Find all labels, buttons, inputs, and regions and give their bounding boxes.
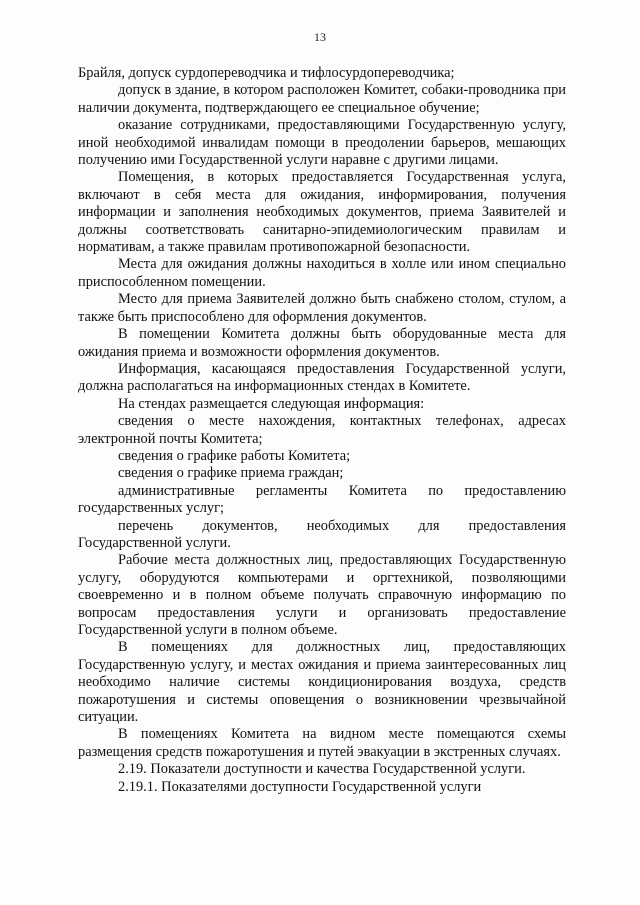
paragraph-15: Рабочие места должностных лиц, предоставляющих Государственную услугу, оборудуются компьютерами и оргтехникой, позволяющими своевременно и в полном объеме получать справочную информацию по вопросам предоставления услуги и организовать предоставление Государственной услуги в полном объеме. bbox=[78, 552, 566, 638]
paragraph-8: Информация, касающаяся предоставления Государственной услуги, должна располагаться на информационных стендах в Комитете. bbox=[78, 360, 566, 395]
section-heading-2-19: 2.19. Показатели доступности и качества Государственной услуги. bbox=[118, 761, 526, 778]
paragraph-16: В помещениях для должностных лиц, предоставляющих Государственную услугу, и местах ожидания и приема заинтересованных лиц необходимо наличие системы кондиционирования воздуха, средств пожаротушения и системы оповещения о возникновении чрезвычайной ситуации. bbox=[78, 639, 566, 726]
paragraph-12: сведения о графике приема граждан; bbox=[118, 465, 344, 482]
paragraph-17: В помещениях Комитета на видном месте помещаются схемы размещения средств пожаротушения и путей эвакуации в экстренных случаях. bbox=[78, 726, 566, 760]
paragraph-9: На стендах размещается следующая информация: bbox=[118, 395, 425, 412]
paragraph-6: Место для приема Заявителей должно быть снабжено столом, стулом, а также быть приспособлено для оформления документов. bbox=[78, 291, 566, 325]
paragraph-2: допуск в здание, в котором расположен Комитет, собаки-проводника при наличии документа, подтверждающего ее специальное обучение; bbox=[78, 82, 566, 116]
paragraph-7: В помещении Комитета должны быть оборудованные места для ожидания приема и возможности оформления документов. bbox=[78, 326, 566, 360]
page-number: 13 bbox=[314, 30, 326, 44]
section-heading-2-19-1: 2.19.1. Показателями доступности Государственной услуги bbox=[118, 778, 482, 795]
document-body bbox=[78, 65, 566, 796]
paragraph-11: сведения о графике работы Комитета; bbox=[118, 447, 351, 464]
paragraph-10: сведения о месте нахождения, контактных телефонах, адресах электронной почты Комитета; bbox=[78, 413, 566, 447]
paragraph-13: административные регламенты Комитета по предоставлению государственных услуг; bbox=[78, 482, 566, 517]
paragraph-1: Брайля, допуск сурдопереводчика и тифлосурдопереводчика; bbox=[78, 65, 455, 81]
paragraph-5: Места для ожидания должны находиться в холле или ином специально приспособленном помещении. bbox=[78, 256, 566, 290]
paragraph-3: оказание сотрудниками, предоставляющими Государственную услугу, иной необходимой инвалидам помощи в преодолении барьеров, мешающих получению ими Государственной услуги наравне с другими лицами. bbox=[78, 117, 566, 169]
paragraph-4: Помещения, в которых предоставляется Государственная услуга, включают в себя места для ожидания, информирования, получения информации и заполнения необходимых документов, приема Заявителей и должны соответствовать санитарно-эпидемиологическим правилам и нормативам, а также правилам противопожарной безопасности. bbox=[78, 169, 566, 256]
paragraph-14: перечень документов, необходимых для предоставления Государственной услуги. bbox=[78, 517, 566, 551]
